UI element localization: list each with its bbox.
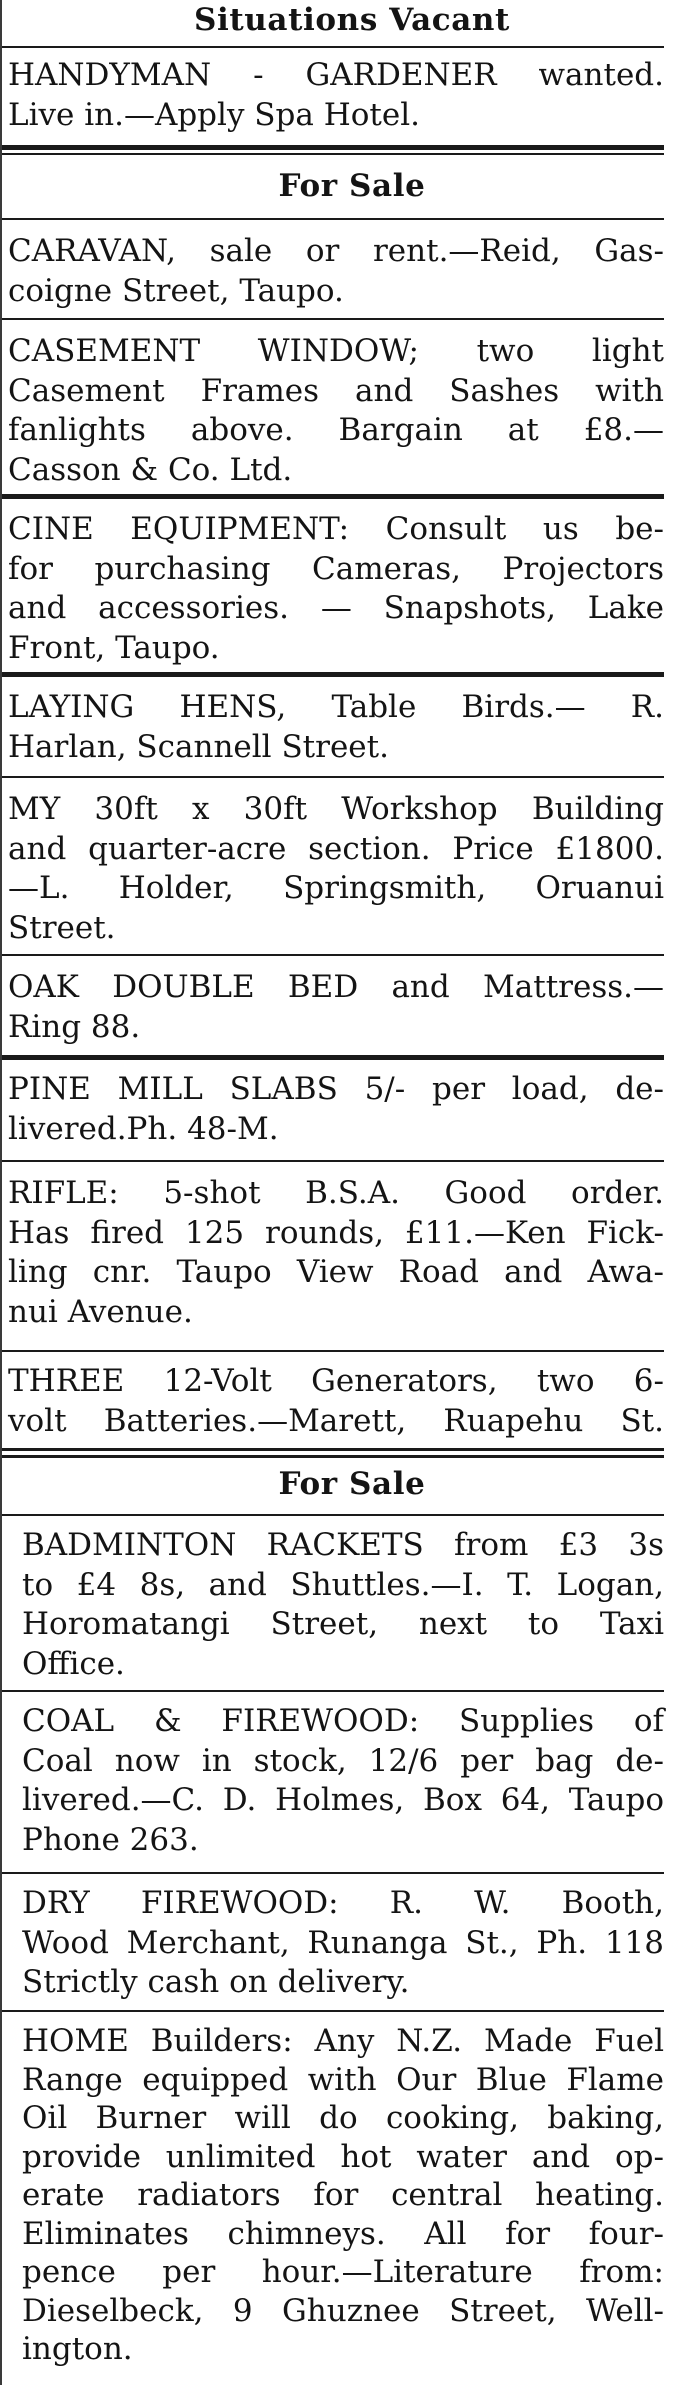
ad-line: Ring 88.	[8, 1008, 141, 1045]
rule	[2, 776, 664, 778]
ad-line: Wood Merchant, Runanga St., Ph. 118	[22, 1924, 664, 1961]
ad-line: HOME Builders: Any N.Z. Made Fuel	[22, 2023, 664, 2059]
rule	[2, 672, 664, 677]
ad-line: Horomatangi Street, next to Taxi	[22, 1606, 664, 1643]
rule	[2, 1448, 664, 1451]
rule	[2, 1055, 664, 1060]
ad-line: Street.	[8, 909, 116, 946]
ad-line: Oil Burner will do cooking, baking,	[22, 2100, 664, 2136]
ad-coal-firewood	[22, 1702, 664, 1860]
ad-line: erate radiators for central heating.	[22, 2177, 664, 2213]
ad-line: Coal now in stock, 12/6 per bag de-	[22, 1742, 664, 1779]
ad-line: to £4 8s, and Shuttles.—I. T. Logan,	[22, 1566, 664, 1603]
ad-line: provide unlimited hot water and op-	[22, 2138, 664, 2175]
ad-line: OAK DOUBLE BED and Mattress.—	[8, 969, 664, 1005]
ad-line: fanlights above. Bargain at £8.—	[8, 412, 664, 449]
ad-line: Live in.—Apply Spa Hotel.	[8, 96, 420, 133]
ad-line: Has fired 125 rounds, £11.—Ken Fick-	[8, 1214, 664, 1251]
rule	[2, 1350, 664, 1352]
ad-line: —L. Holder, Springsmith, Oruanui	[8, 870, 664, 907]
ad-line: Eliminates chimneys. All for four-	[22, 2215, 664, 2252]
ad-line: Harlan, Scannell Street.	[8, 728, 389, 765]
ad-laying-hens	[8, 688, 664, 767]
ad-line: coigne Street, Taupo.	[8, 272, 344, 309]
ad-line: for purchasing Cameras, Projectors	[8, 550, 664, 587]
ad-line: ington.	[22, 2331, 133, 2367]
ad-line: Office.	[22, 1645, 125, 1682]
ad-line: HANDYMAN - GARDENER wanted.	[8, 57, 664, 93]
rule	[2, 1514, 664, 1516]
ad-line: CASEMENT WINDOW; two light	[8, 333, 664, 369]
ad-line: Phone 263.	[22, 1821, 199, 1858]
ad-line: volt Batteries.—Marett, Ruapehu St.	[8, 1402, 664, 1439]
rule	[2, 218, 664, 220]
ad-home-builders	[22, 2022, 664, 2369]
rule	[2, 1160, 664, 1162]
ad-line: BADMINTON RACKETS from £3 3s	[22, 1527, 664, 1563]
ad-caravan	[8, 232, 664, 311]
rule	[2, 2010, 664, 2012]
ad-line: COAL & FIREWOOD: Supplies of	[22, 1703, 664, 1739]
ad-line: Range equipped with Our Blue Flame	[22, 2061, 664, 2098]
heading-situations-vacant: Situations Vacant	[194, 2, 510, 38]
ad-workshop	[8, 790, 664, 948]
rule	[2, 1455, 664, 1458]
ad-line: CINE EQUIPMENT: Consult us be-	[8, 511, 664, 547]
ad-casement-window	[8, 332, 664, 490]
heading-for-sale: For Sale	[278, 1466, 426, 1502]
rule	[2, 954, 664, 956]
heading-for-sale: For Sale	[278, 168, 426, 204]
ad-line: pence per hour.—Literature from:	[22, 2254, 664, 2290]
ad-line: livered.—C. D. Holmes, Box 64, Taupo	[22, 1782, 664, 1819]
ad-line: LAYING HENS, Table Birds.— R.	[8, 689, 664, 725]
ad-line: Casement Frames and Sashes with	[8, 372, 664, 409]
ad-oak-double-bed	[8, 968, 664, 1047]
ad-line: and quarter-acre section. Price £1800.	[8, 830, 664, 867]
ad-line: livered.Ph. 48-M.	[8, 1110, 279, 1147]
ad-handyman	[8, 56, 664, 135]
rule	[2, 46, 664, 48]
ad-three-generators	[8, 1362, 664, 1441]
ad-pine-mill-slabs	[8, 1070, 664, 1149]
ad-line: CARAVAN, sale or rent.—Reid, Gas-	[8, 233, 664, 269]
ad-badminton-rackets	[22, 1526, 664, 1684]
ad-dry-firewood	[22, 1884, 664, 2003]
ad-line: MY 30ft x 30ft Workshop Building	[8, 791, 664, 827]
rule	[2, 145, 664, 150]
ad-line: and accessories. — Snapshots, Lake	[8, 590, 664, 627]
rule	[2, 494, 664, 499]
rule	[2, 1690, 664, 1692]
ad-line: RIFLE: 5-shot B.S.A. Good order.	[8, 1175, 664, 1211]
ad-line: nui Avenue.	[8, 1293, 193, 1330]
ad-line: ling cnr. Taupo View Road and Awa-	[8, 1254, 664, 1291]
rule	[2, 1872, 664, 1874]
ad-line: Front, Taupo.	[8, 629, 220, 666]
ad-cine-equipment	[8, 510, 664, 668]
rule	[2, 153, 664, 155]
ad-line: Casson & Co. Ltd.	[8, 451, 293, 488]
ad-line: Strictly cash on delivery.	[22, 1964, 410, 2001]
ad-line: Dieselbeck, 9 Ghuznee Street, Well-	[22, 2292, 664, 2329]
ad-line: PINE MILL SLABS 5/- per load, de-	[8, 1071, 664, 1107]
ad-line: THREE 12-Volt Generators, two 6-	[8, 1363, 664, 1399]
ad-line: DRY FIREWOOD: R. W. Booth,	[22, 1885, 664, 1921]
rule	[2, 318, 664, 320]
ad-rifle	[8, 1174, 664, 1332]
